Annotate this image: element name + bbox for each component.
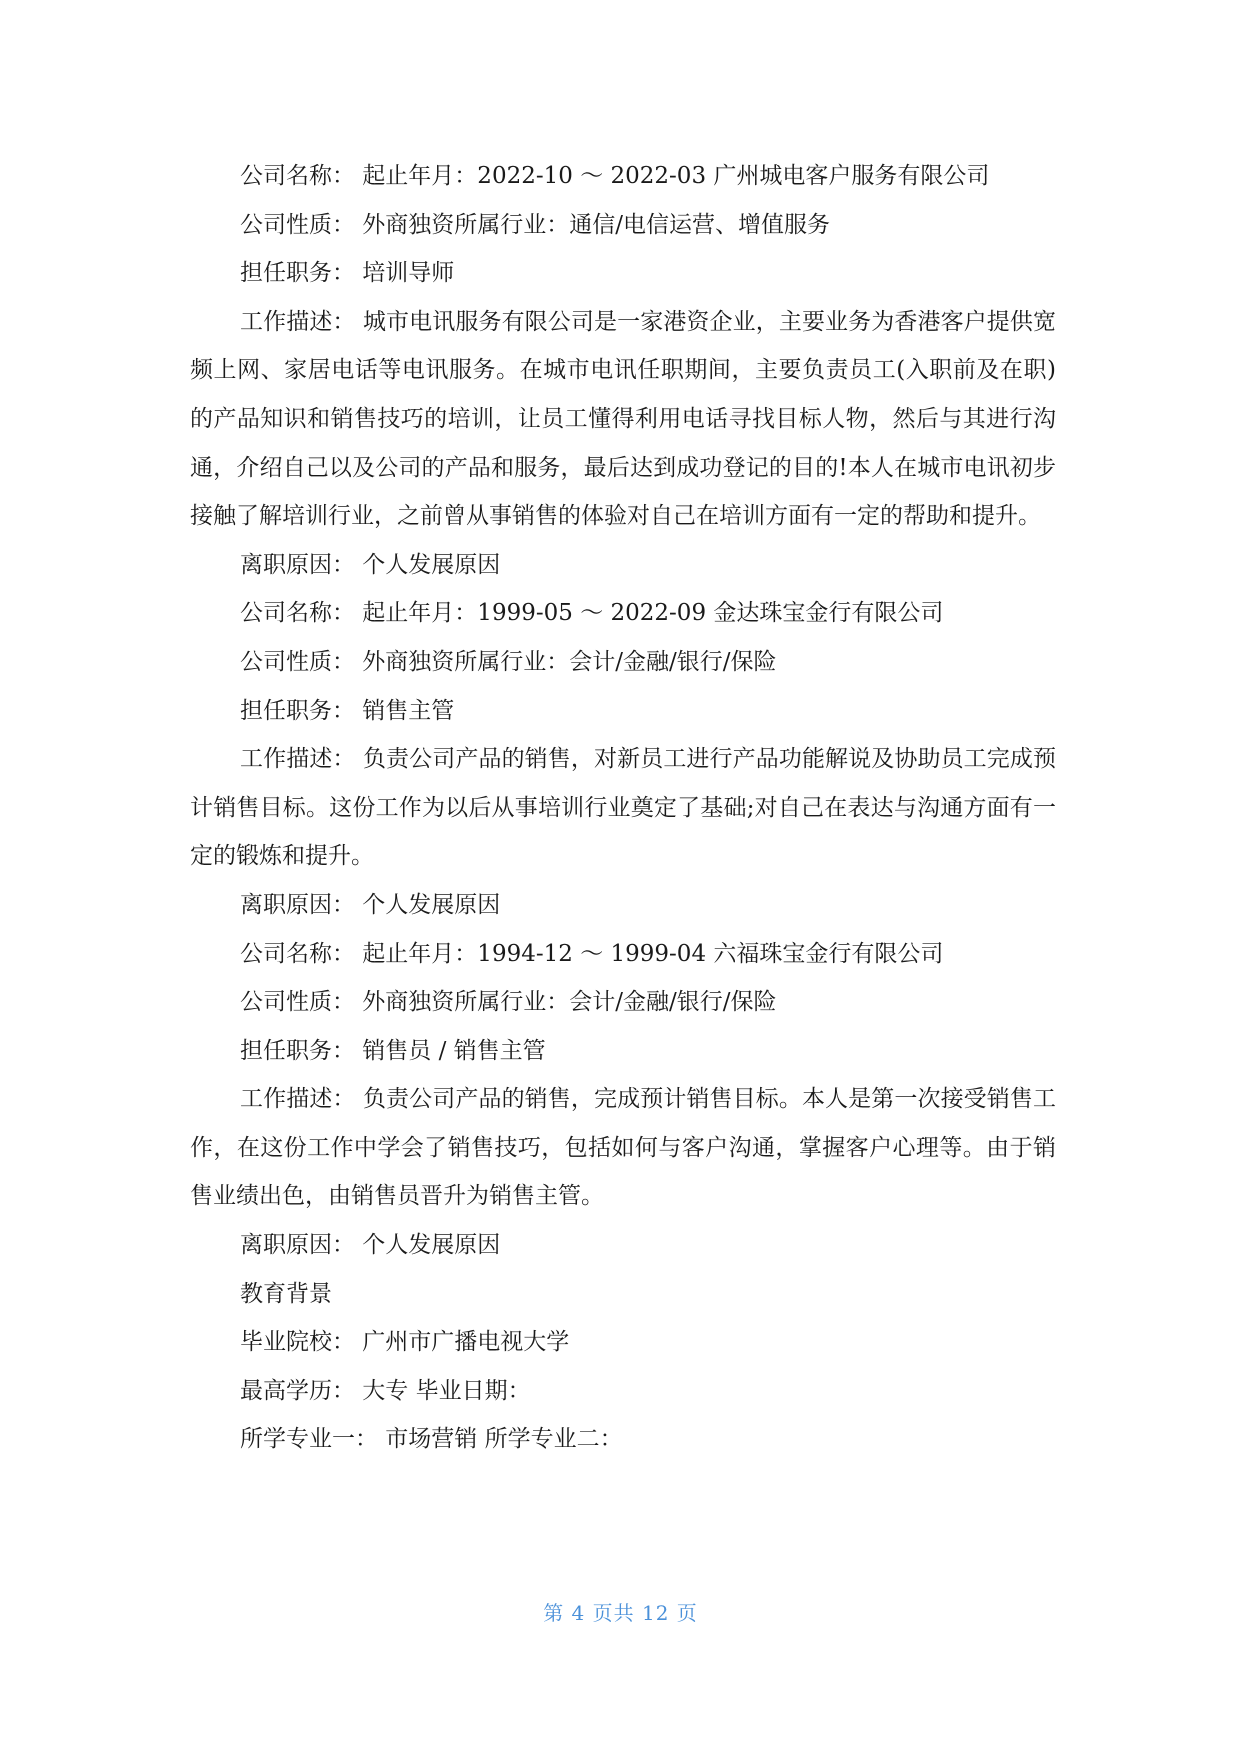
highest-degree: 最高学历： 大专 毕业日期： bbox=[240, 1377, 531, 1404]
company-type-3: 公司性质： 外商独资所属行业：会计/金融/银行/保险 bbox=[240, 989, 777, 1016]
company-type-2: 公司性质： 外商独资所属行业：会计/金融/银行/保险 bbox=[240, 648, 777, 675]
leave-reason-1: 离职原因： 个人发展原因 bbox=[240, 551, 501, 578]
position-3: 担任职务： 销售员 / 销售主管 bbox=[240, 1037, 546, 1064]
leave-reason-3: 离职原因： 个人发展原因 bbox=[240, 1232, 501, 1259]
majors: 所学专业一： 市场营销 所学专业二： bbox=[240, 1426, 623, 1453]
job-description-3: 工作描述： 负责公司产品的销售，完成预计销售目标。本人是第一次接受销售工作，在这份工作中学会了销售技巧，包括如何与客户沟通，掌握客户心理等。由于销售业绩出色，由销售员晋升为销售主管。 bbox=[190, 1086, 1056, 1210]
company-type-1: 公司性质： 外商独资所属行业：通信/电信运营、增值服务 bbox=[240, 211, 831, 238]
job-description-1: 工作描述： 城市电讯服务有限公司是一家港资企业，主要业务为香港客户提供宽频上网、家居电话等电讯服务。在城市电讯任职期间，主要负责员工(入职前及在职)的产品知识和销售技巧的培训，让员工懂得利用电话寻找目标人物，然后与其进行沟通，介绍自己以及公司的产品和服务，最后达到成功登记的目的!本人在城市电讯初步接触了解培训行业，之前曾从事销售的体验对自己在培训方面有一定的帮助和提升。 bbox=[190, 308, 1056, 530]
page-number-footer: 第 4 页共 12 页 bbox=[543, 1601, 698, 1625]
leave-reason-2: 离职原因： 个人发展原因 bbox=[240, 891, 501, 918]
company-name-2: 公司名称： 起止年月：1999-05 ～ 2022-09 金达珠宝金行有限公司 bbox=[240, 600, 944, 627]
position-2: 担任职务： 销售主管 bbox=[240, 697, 455, 724]
company-name-1: 公司名称： 起止年月：2022-10 ～ 2022-03 广州城电客户服务有限公司 bbox=[240, 163, 990, 189]
position-1: 担任职务： 培训导师 bbox=[240, 260, 455, 287]
job-description-2: 工作描述： 负责公司产品的销售，对新员工进行产品功能解说及协助员工完成预计销售目标。这份工作为以后从事培训行业奠定了基础;对自己在表达与沟通方面有一定的锻炼和提升。 bbox=[190, 746, 1056, 870]
document-body bbox=[190, 152, 1056, 1464]
company-name-3: 公司名称： 起止年月：1994-12 ～ 1999-04 六福珠宝金行有限公司 bbox=[240, 940, 944, 967]
education-heading: 教育背景 bbox=[240, 1280, 332, 1307]
graduate-school: 毕业院校： 广州市广播电视大学 bbox=[240, 1329, 570, 1356]
